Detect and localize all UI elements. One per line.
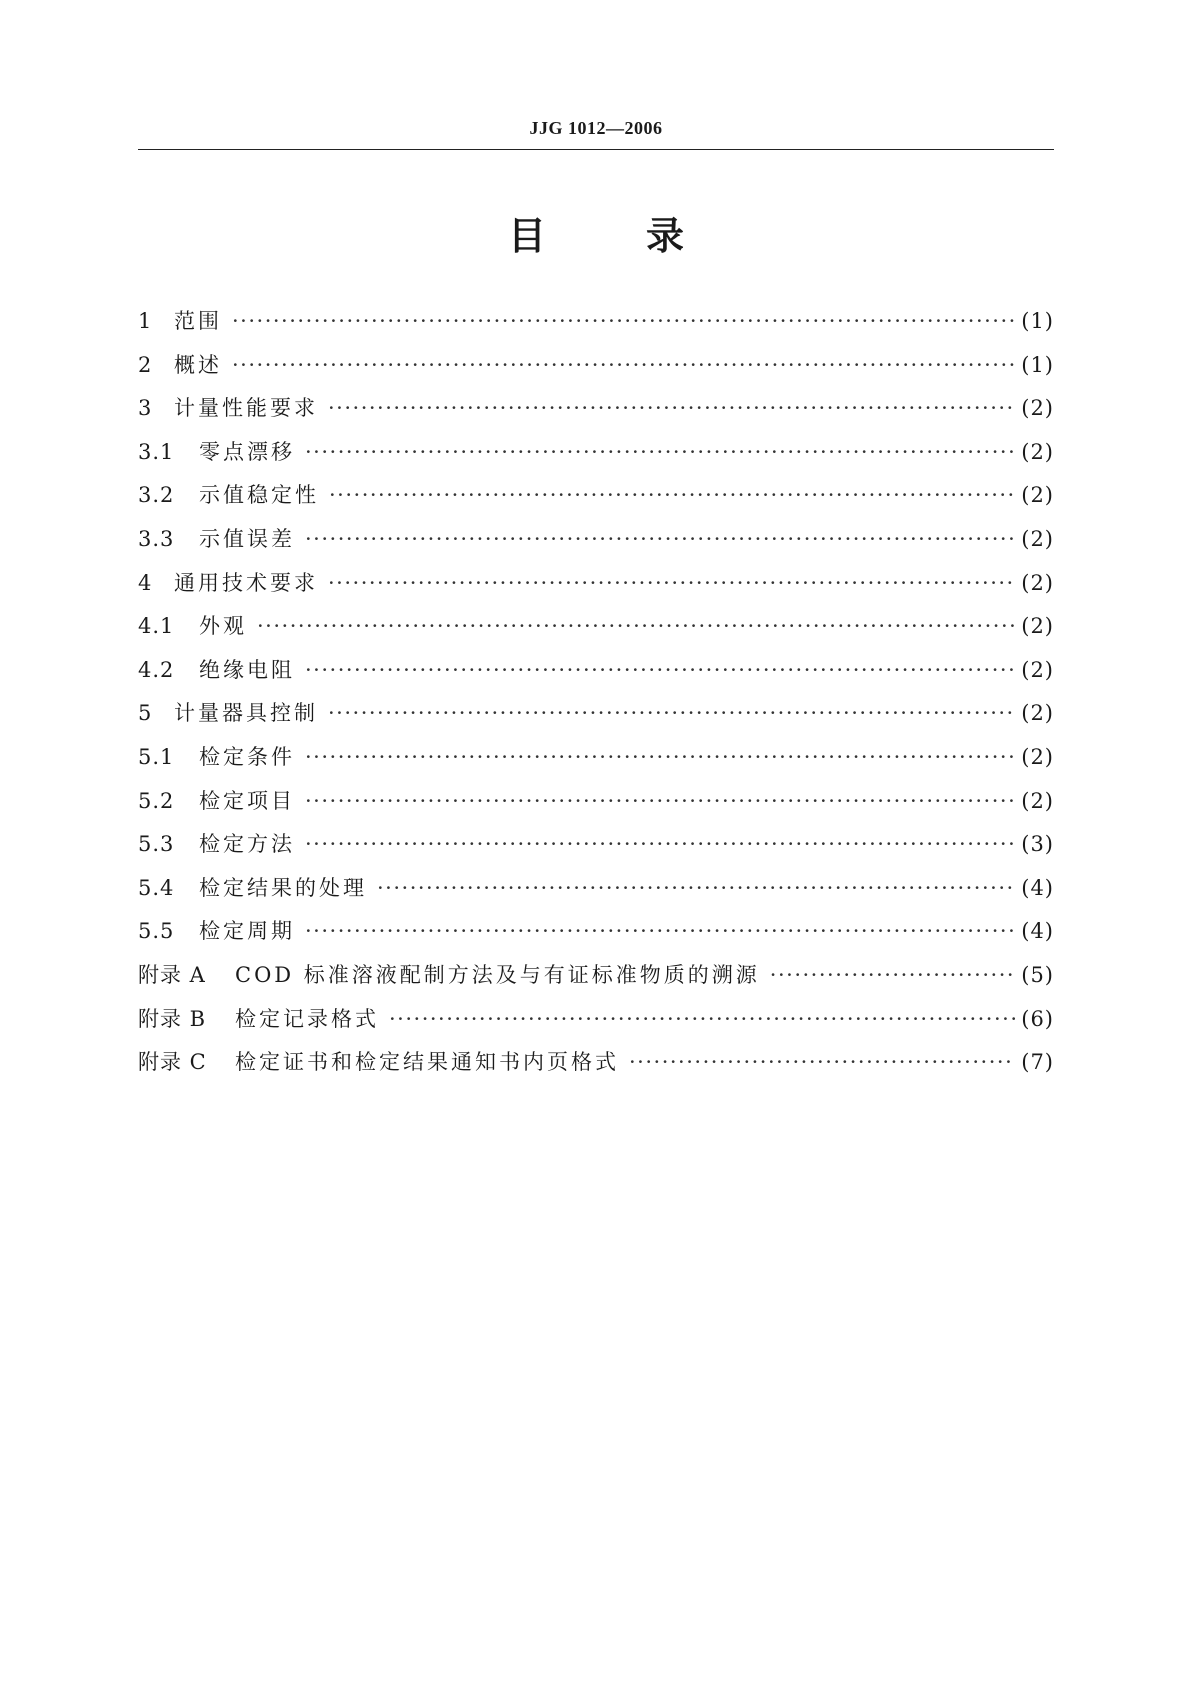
toc-number: 5.1 bbox=[138, 744, 175, 769]
toc-page-number: (7) bbox=[1021, 1050, 1054, 1075]
dot-leader bbox=[328, 387, 1015, 431]
dot-leader bbox=[305, 736, 1015, 780]
toc-title: 计量器具控制 bbox=[174, 701, 318, 726]
toc-entry-3-3[interactable] bbox=[138, 518, 1054, 562]
toc-number: 5.4 bbox=[138, 875, 175, 900]
toc-entry-3[interactable] bbox=[138, 387, 1054, 431]
toc-number: 5.2 bbox=[138, 788, 175, 813]
dot-leader bbox=[257, 605, 1015, 649]
table-of-contents bbox=[138, 300, 1054, 1085]
toc-number: 附录 C bbox=[138, 1050, 207, 1075]
dot-leader bbox=[770, 954, 1015, 998]
title-char-1: 目 bbox=[507, 214, 546, 258]
toc-entry-appendix-b[interactable] bbox=[138, 998, 1054, 1042]
toc-page-number: (3) bbox=[1021, 832, 1054, 857]
dot-leader bbox=[629, 1041, 1015, 1085]
toc-page-number: (2) bbox=[1021, 526, 1054, 551]
toc-title: 检定项目 bbox=[199, 788, 295, 813]
toc-number: 5.5 bbox=[138, 919, 175, 944]
toc-title: 范围 bbox=[174, 309, 222, 333]
dot-leader bbox=[305, 910, 1015, 954]
toc-number: 附录 A bbox=[138, 962, 206, 987]
dot-leader bbox=[305, 518, 1015, 562]
toc-page-number: (2) bbox=[1021, 439, 1054, 464]
toc-title: 检定条件 bbox=[199, 744, 295, 769]
toc-entry-5-3[interactable] bbox=[138, 823, 1054, 867]
page-title bbox=[138, 205, 1054, 260]
toc-title: 绝缘电阻 bbox=[199, 657, 295, 682]
toc-entry-2[interactable] bbox=[138, 344, 1054, 388]
toc-entry-5-5[interactable] bbox=[138, 910, 1054, 954]
dot-leader bbox=[305, 649, 1015, 693]
dot-leader bbox=[305, 780, 1015, 824]
toc-title: 检定方法 bbox=[199, 832, 295, 857]
toc-title: 示值稳定性 bbox=[199, 483, 319, 508]
toc-title: 零点漂移 bbox=[199, 439, 295, 464]
toc-entry-3-2[interactable] bbox=[138, 474, 1054, 518]
toc-page-number: (2) bbox=[1021, 744, 1054, 769]
toc-title: 检定周期 bbox=[199, 919, 295, 944]
toc-number: 4.2 bbox=[138, 657, 175, 682]
dot-leader bbox=[389, 998, 1015, 1042]
toc-entry-5-4[interactable] bbox=[138, 867, 1054, 911]
toc-entry-appendix-a[interactable] bbox=[138, 954, 1054, 998]
dot-leader bbox=[377, 867, 1015, 911]
toc-number: 5 bbox=[138, 701, 153, 726]
toc-number: 3.2 bbox=[138, 483, 175, 508]
toc-title: 概述 bbox=[174, 352, 222, 377]
toc-number: 1 bbox=[138, 309, 153, 333]
running-header: JJG 1012—2006 bbox=[529, 118, 663, 138]
toc-title: 检定证书和检定结果通知书内页格式 bbox=[235, 1050, 619, 1075]
toc-entry-4-2[interactable] bbox=[138, 649, 1054, 693]
dot-leader bbox=[329, 474, 1015, 518]
toc-number: 3 bbox=[138, 396, 153, 421]
toc-page-number: (2) bbox=[1021, 396, 1054, 421]
toc-page-number: (1) bbox=[1021, 352, 1054, 377]
toc-page-number: (2) bbox=[1021, 570, 1054, 595]
toc-page-number: (6) bbox=[1021, 1006, 1054, 1031]
header-rule bbox=[138, 149, 1054, 150]
toc-page-number: (4) bbox=[1021, 919, 1054, 944]
toc-entry-3-1[interactable] bbox=[138, 431, 1054, 475]
toc-entry-4-1[interactable] bbox=[138, 605, 1054, 649]
toc-entry-5[interactable] bbox=[138, 692, 1054, 736]
toc-page-number: (2) bbox=[1021, 483, 1054, 508]
toc-title: 计量性能要求 bbox=[174, 396, 318, 421]
dot-leader bbox=[232, 300, 1015, 344]
dot-leader bbox=[305, 431, 1015, 475]
dot-leader bbox=[328, 692, 1015, 736]
toc-entry-appendix-c[interactable] bbox=[138, 1041, 1054, 1085]
toc-page-number: (2) bbox=[1021, 788, 1054, 813]
toc-page-number: (5) bbox=[1021, 962, 1054, 987]
toc-number: 2 bbox=[138, 352, 153, 377]
toc-page-number: (2) bbox=[1021, 657, 1054, 682]
toc-number: 5.3 bbox=[138, 832, 175, 857]
title-char-2: 录 bbox=[646, 214, 685, 258]
toc-page-number: (4) bbox=[1021, 875, 1054, 900]
toc-entry-5-2[interactable] bbox=[138, 780, 1054, 824]
dot-leader bbox=[328, 562, 1015, 606]
dot-leader bbox=[305, 823, 1015, 867]
toc-entry-4[interactable] bbox=[138, 562, 1054, 606]
toc-title: 外观 bbox=[199, 614, 247, 639]
toc-title: 检定结果的处理 bbox=[199, 875, 367, 900]
toc-number: 4 bbox=[138, 570, 153, 595]
toc-page-number: (2) bbox=[1021, 701, 1054, 726]
toc-page-number: (2) bbox=[1021, 614, 1054, 639]
toc-page-number: (1) bbox=[1021, 309, 1054, 333]
toc-title: 检定记录格式 bbox=[235, 1006, 379, 1031]
toc-number: 3.1 bbox=[138, 439, 175, 464]
toc-entry-1[interactable] bbox=[138, 300, 1054, 344]
toc-number: 附录 B bbox=[138, 1006, 207, 1031]
dot-leader bbox=[232, 344, 1015, 388]
toc-number: 3.3 bbox=[138, 526, 175, 551]
toc-number: 4.1 bbox=[138, 614, 175, 639]
toc-title: COD 标准溶液配制方法及与有证标准物质的溯源 bbox=[235, 962, 760, 987]
toc-entry-5-1[interactable] bbox=[138, 736, 1054, 780]
toc-title: 通用技术要求 bbox=[174, 570, 318, 595]
toc-title: 示值误差 bbox=[199, 526, 295, 551]
